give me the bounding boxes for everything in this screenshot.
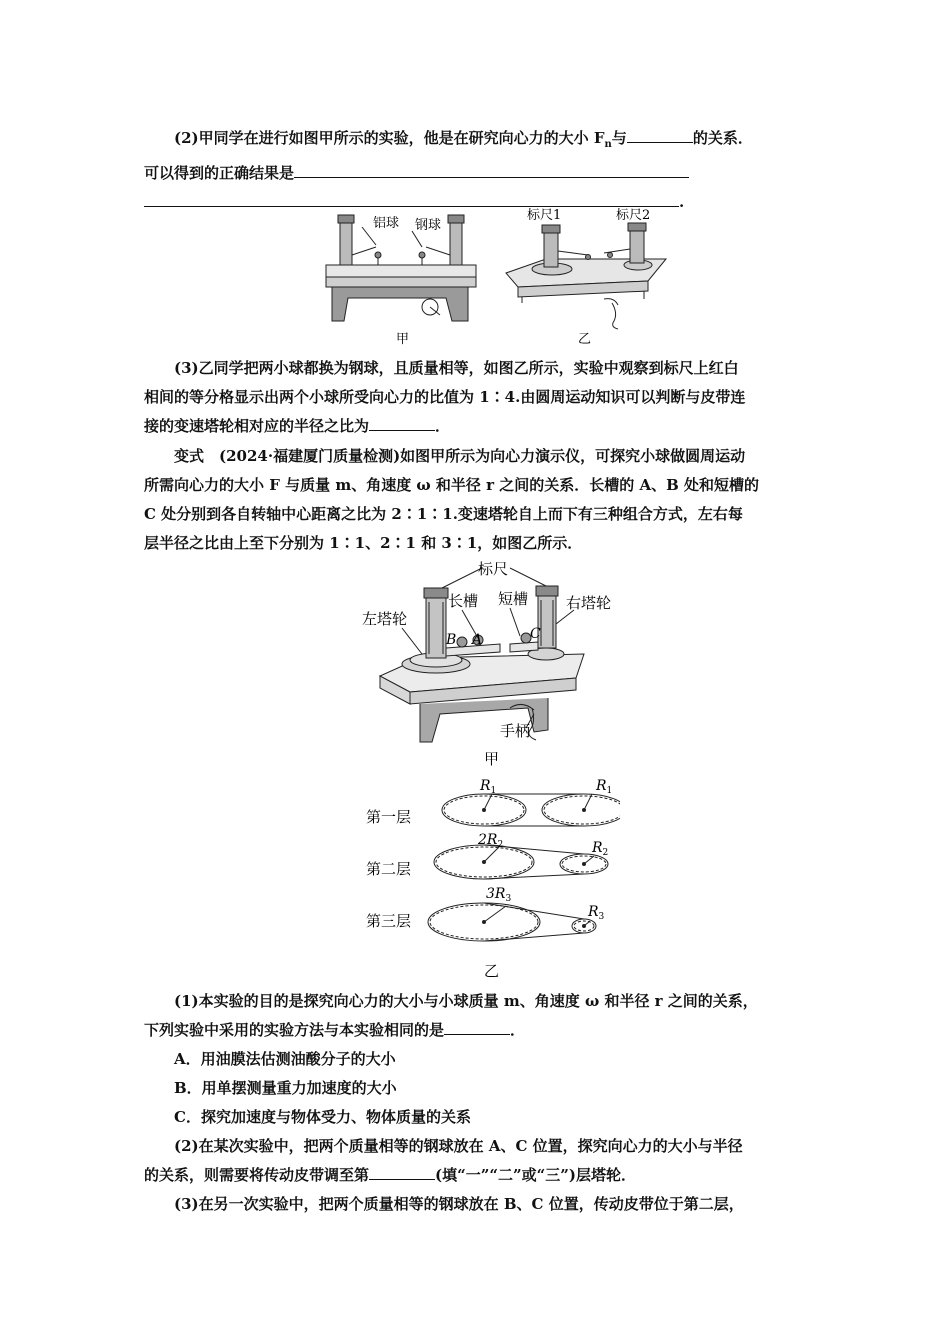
radius-r2-left: $2R_2$: [478, 832, 504, 850]
label-long-groove: 长槽: [448, 592, 479, 610]
sub1-line-2: 下列实验中采用的实验方法与本实验相同的是 ．: [144, 1016, 809, 1045]
question-3: [144, 354, 809, 441]
radius-r1-left: $R_1$: [480, 778, 497, 796]
label-layer-1: 第一层: [366, 808, 412, 826]
sub-question-3: [144, 1190, 809, 1219]
layer-3-wheels: [428, 903, 596, 941]
variant-question: [144, 442, 809, 558]
apparatus-jia: [326, 215, 476, 321]
subscript-n: n: [604, 139, 612, 150]
q2-line-3: .: [144, 188, 809, 217]
label-scale-2: 标尺2: [616, 208, 651, 223]
caption-jia: 甲: [396, 332, 410, 347]
label-scale-1: 标尺1: [527, 208, 562, 223]
option-c: C．探究加速度与物体受力、物体质量的关系: [174, 1108, 471, 1126]
label-aluminum-ball: 铝球: [373, 216, 400, 231]
sub2-line-1: (2)在某次实验中，把两个质量相等的钢球放在 A、C 位置，探究向心力的大小与半径: [174, 1137, 743, 1155]
label-layer-2: 第二层: [366, 860, 412, 878]
answer-blank: [627, 126, 693, 143]
answer-blank: [369, 1163, 435, 1180]
figure-apparatus-pair: [318, 203, 668, 353]
radius-r1-right: $R_1$: [596, 778, 613, 796]
q2-line-1: (2)甲同学在进行如图甲所示的实验，他是在研究向心力的大小 $F_n$与 的关系．: [144, 124, 809, 159]
sub-question-2: [144, 1132, 809, 1190]
label-handle: 手柄: [500, 722, 531, 740]
sub1-line-1: (1)本实验的目的是探究向心力的大小与小球质量 m、角速度 ω 和半径 r 之间的关系，: [174, 992, 758, 1010]
sub2-line-2: 的关系，则需要将传动皮带调至第 (填“一”“二”或“三”)层塔轮．: [144, 1161, 809, 1190]
variant-line-1: 变式 (2024·福建厦门质量检测)如图甲所示为向心力演示仪，可探究小球做圆周运动: [174, 447, 746, 465]
q3-line-2: 相间的等分格显示出两个小球所受向心力的比值为 1∶4.由圆周运动知识可以判断与皮带连: [144, 388, 746, 406]
layer-1-wheels: [442, 794, 620, 826]
sub-question-1: [144, 987, 809, 1045]
variant-line-3: C 处分别到各自转轴中心距离之比为 2∶1∶1.变速塔轮自上而下有三种组合方式，左右每: [144, 505, 743, 523]
answer-blank: [294, 161, 689, 178]
figure-demonstrator-jia: [350, 558, 630, 768]
variant-line-2: 所需向心力的大小 F 与质量 m、角速度 ω 和半径 r 之间的关系．长槽的 A、B 处和短槽的: [144, 476, 760, 494]
answer-blank: [444, 1018, 510, 1035]
caption-yi: 乙: [578, 332, 592, 347]
figure-tower-layers-yi: [360, 770, 620, 980]
apparatus-yi: [506, 223, 666, 329]
label-left-tower: 左塔轮: [362, 610, 408, 628]
label-position-c: C: [530, 626, 541, 642]
variant-line-4: 层半径之比由上至下分别为 1∶1、2∶1 和 3∶1，如图乙所示．: [144, 534, 583, 552]
q2-line-2: 可以得到的正确结果是: [144, 159, 809, 188]
layer-2-wheels: [434, 845, 608, 879]
label-steel-ball: 钢球: [415, 218, 442, 233]
radius-r3-left: $3R_3$: [486, 886, 512, 904]
q3-line-3: 接的变速塔轮相对应的半径之比为 ．: [144, 412, 809, 441]
label-position-a: A: [472, 632, 483, 648]
option-a: A．用油膜法估测油酸分子的大小: [174, 1050, 396, 1068]
caption-demonstrator-jia: 甲: [484, 750, 500, 768]
answer-blank: [369, 414, 435, 431]
caption-tower-layers-yi: 乙: [484, 962, 500, 980]
label-short-groove: 短槽: [498, 590, 529, 608]
q3-line-1: (3)乙同学把两小球都换为钢球，且质量相等，如图乙所示，实验中观察到标尺上红白: [174, 359, 739, 377]
label-scale: 标尺: [478, 560, 509, 578]
label-layer-3: 第三层: [366, 912, 412, 930]
radius-r2-right: $R_2$: [592, 840, 609, 858]
option-b: B．用单摆测量重力加速度的大小: [174, 1079, 397, 1097]
label-position-b: B: [446, 632, 457, 648]
sub3-line-1: (3)在另一次实验中，把两个质量相等的钢球放在 B、C 位置，传动皮带位于第二层，: [174, 1195, 744, 1213]
radius-r3-right: $R_3$: [588, 904, 605, 922]
label-right-tower: 右塔轮: [566, 594, 612, 612]
